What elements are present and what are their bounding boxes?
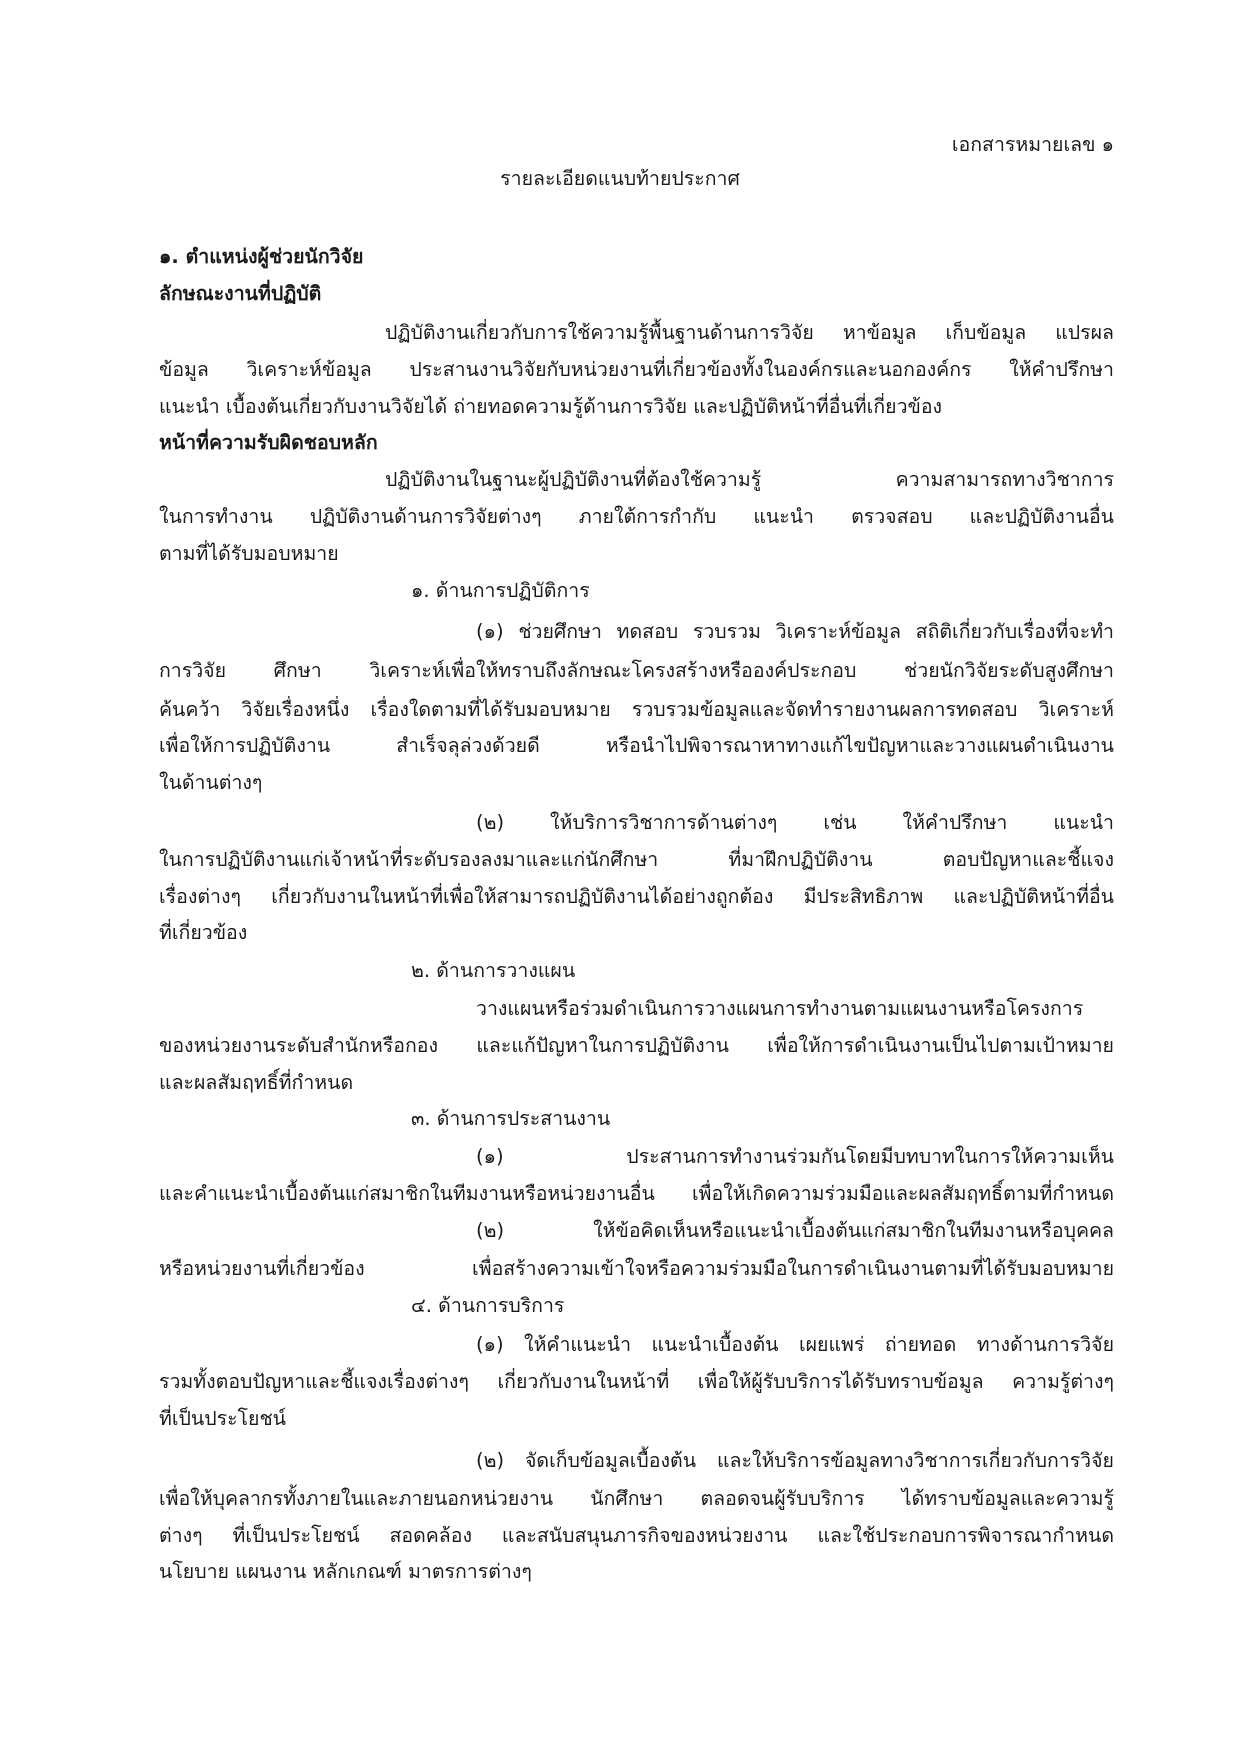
paragraph-line: ที่เกี่ยวข้อง	[159, 921, 248, 944]
paragraph-line: ค้นคว้า วิจัยเรื่องหนึ่ง เรื่องใดตามที่ได้รับมอบหมาย รวบรวมข้อมูลและจัดทำรายงานผลการทดสอบ วิเคราะห์	[159, 698, 1114, 721]
paragraph-line: ปฏิบัติงานเกี่ยวกับการใช้ความรู้พื้นฐานด้านการวิจัย หาข้อมูล เก็บข้อมูล แปรผล	[385, 321, 1114, 344]
position-heading: ๑. ตำแหน่งผู้ช่วยนักวิจัย	[159, 245, 364, 268]
nature-heading: ลักษณะงานที่ปฏิบัติ	[159, 282, 322, 305]
paragraph-line: วางแผนหรือร่วมดำเนินการวางแผนการทำงานตามแผนงานหรือโครงการ	[476, 997, 1084, 1020]
paragraph-line: เพื่อให้การปฏิบัติงาน สำเร็จลุล่วงด้วยดี หรือนำไปพิจารณาหาทางแก้ไขปัญหาและวางแผนดำเนินงาน	[159, 734, 1114, 757]
paragraph-line: แนะนำ เบื้องต้นเกี่ยวกับงานวิจัยได้ ถ่ายทอดความรู้ด้านการวิจัย และปฏิบัติหน้าที่อื่นที่เกี่ยวข้อง	[159, 395, 943, 418]
section-heading: ๓. ด้านการประสานงาน	[411, 1107, 611, 1130]
document-title: รายละเอียดแนบท้ายประกาศ	[500, 167, 740, 190]
section-heading: ๑. ด้านการปฏิบัติการ	[411, 579, 590, 602]
paragraph-line: เรื่องต่างๆ เกี่ยวกับงานในหน้าที่เพื่อให้สามารถปฏิบัติงานได้อย่างถูกต้อง มีประสิทธิภาพ และปฏิบัติหน้าที่อื่น	[159, 885, 1114, 908]
paragraph-line: (๒) จัดเก็บข้อมูลเบื้องต้น และให้บริการข้อมูลทางวิชาการเกี่ยวกับการวิจัย	[476, 1449, 1114, 1472]
paragraph-line: เพื่อให้บุคลากรทั้งภายในและภายนอกหน่วยงาน นักศึกษา ตลอดจนผู้รับบริการ ได้ทราบข้อมูลและความรู้	[159, 1487, 1114, 1510]
paragraph-line: ในการปฏิบัติงานแก่เจ้าหน้าที่ระดับรองลงมาและแก่นักศึกษา ที่มาฝึกปฏิบัติงาน ตอบปัญหาและชี้แจง	[159, 848, 1114, 871]
section-heading: ๒. ด้านการวางแผน	[411, 959, 576, 982]
paragraph-line: (๑) ประสานการทำงานร่วมกันโดยมีบทบาทในการให้ความเห็น	[476, 1145, 1114, 1168]
paragraph-line: หรือหน่วยงานที่เกี่ยวข้อง เพื่อสร้างความเข้าใจหรือความร่วมมือในการดำเนินงานตามที่ได้รับมอบหมาย	[159, 1257, 1114, 1280]
paragraph-line: ต่างๆ ที่เป็นประโยชน์ สอดคล้อง และสนับสนุนภารกิจของหน่วยงาน และใช้ประกอบการพิจารณากำหนด	[159, 1524, 1114, 1547]
section-heading: ๔. ด้านการบริการ	[411, 1294, 565, 1317]
paragraph-line: (๑) ช่วยศึกษา ทดสอบ รวบรวม วิเคราะห์ข้อมูล สถิติเกี่ยวกับเรื่องที่จะทำ	[476, 620, 1114, 643]
paragraph-line: ที่เป็นประโยชน์	[159, 1407, 287, 1430]
paragraph-line: ตามที่ได้รับมอบหมาย	[159, 542, 339, 565]
paragraph-line: (๒) ให้บริการวิชาการด้านต่างๆ เช่น ให้คำปรึกษา แนะนำ	[476, 811, 1114, 834]
paragraph-line: และคำแนะนำเบื้องต้นแก่สมาชิกในทีมงานหรือหน่วยงานอื่น เพื่อให้เกิดความร่วมมือและผลสัมฤทธิ์ตามที่กำหนด	[159, 1182, 1114, 1205]
duty-heading: หน้าที่ความรับผิดชอบหลัก	[159, 431, 378, 454]
paragraph-line: นโยบาย แผนงาน หลักเกณฑ์ มาตรการต่างๆ	[159, 1560, 532, 1583]
paragraph-line: (๒) ให้ข้อคิดเห็นหรือแนะนำเบื้องต้นแก่สมาชิกในทีมงานหรือบุคคล	[476, 1219, 1114, 1242]
paragraph-line: รวมทั้งตอบปัญหาและชี้แจงเรื่องต่างๆ เกี่ยวกับงานในหน้าที่ เพื่อให้ผู้รับบริการได้รับทราบข้อมูล ความรู้ต่างๆ	[159, 1370, 1114, 1393]
paragraph-line: ในด้านต่างๆ	[159, 771, 263, 794]
paragraph-line: ปฏิบัติงานในฐานะผู้ปฏิบัติงานที่ต้องใช้ความรู้ ความสามารถทางวิชาการ	[385, 468, 1114, 491]
paragraph-line: (๑) ให้คำแนะนำ แนะนำเบื้องต้น เผยแพร่ ถ่ายทอด ทางด้านการวิจัย	[476, 1333, 1114, 1356]
paragraph-line: และผลสัมฤทธิ์ที่กำหนด	[159, 1071, 354, 1094]
paragraph-line: การวิจัย ศึกษา วิเคราะห์เพื่อให้ทราบถึงลักษณะโครงสร้างหรือองค์ประกอบ ช่วยนักวิจัยระดับสูงศึกษา	[159, 659, 1114, 682]
paragraph-line: ของหน่วยงานระดับสำนักหรือกอง และแก้ปัญหาในการปฏิบัติงาน เพื่อให้การดำเนินงานเป็นไปตามเป้าหมาย	[159, 1034, 1114, 1057]
paragraph-line: ข้อมูล วิเคราะห์ข้อมูล ประสานงานวิจัยกับหน่วยงานที่เกี่ยวข้องทั้งในองค์กรและนอกองค์กร ให้คำปรึกษา	[159, 358, 1114, 381]
paragraph-line: ในการทำงาน ปฏิบัติงานด้านการวิจัยต่างๆ ภายใต้การกำกับ แนะนำ ตรวจสอบ และปฏิบัติงานอื่น	[159, 505, 1114, 528]
document-number: เอกสารหมายเลข ๑	[951, 133, 1114, 156]
